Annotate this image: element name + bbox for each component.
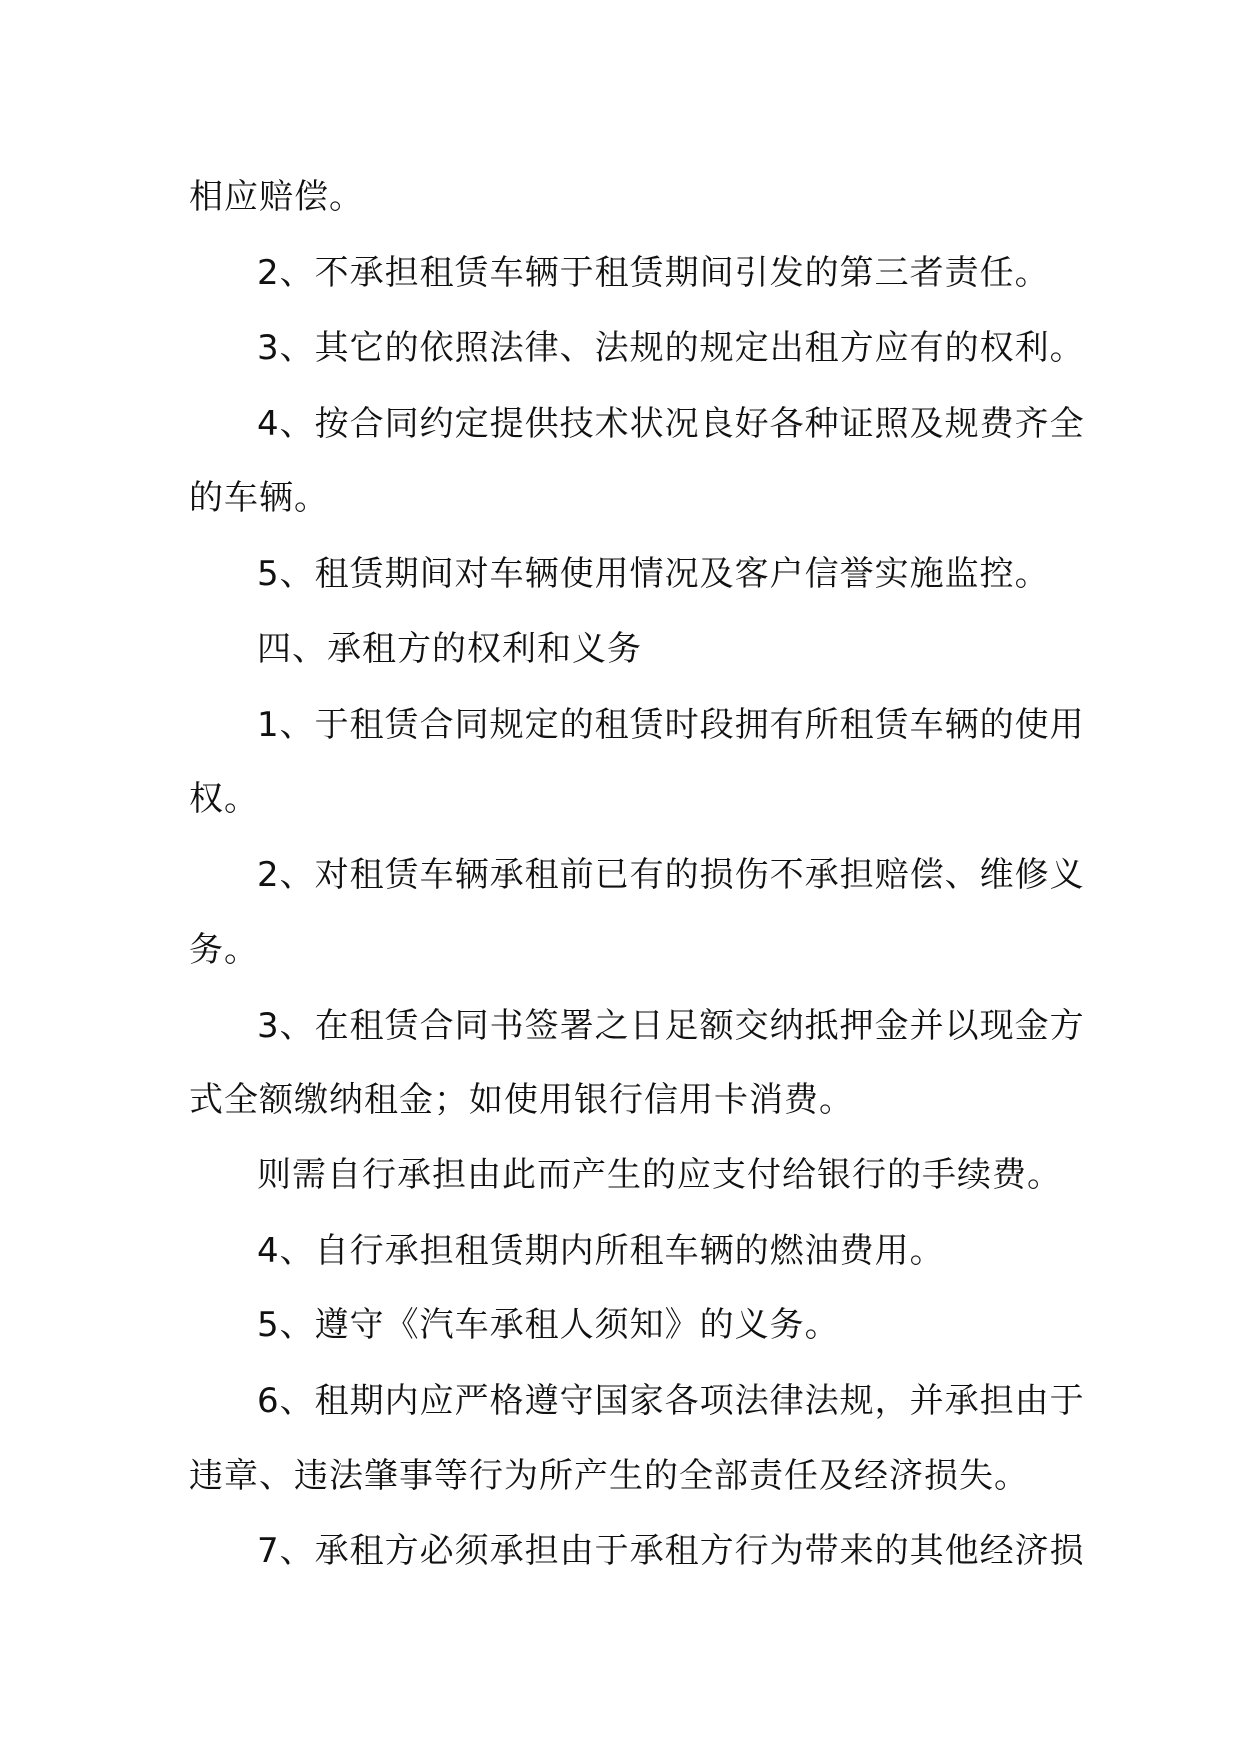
text-line: 5、遵守《汽车承租人须知》的义务。 — [257, 1305, 840, 1345]
text-line: 4、自行承担租赁期内所租车辆的燃油费用。 — [257, 1231, 945, 1271]
text-line: 务。 — [189, 930, 259, 970]
text-line: 的车辆。 — [189, 478, 329, 518]
text-line: 2、不承担租赁车辆于租赁期间引发的第三者责任。 — [257, 253, 1050, 293]
text-line: 则需自行承担由此而产生的应支付给银行的手续费。 — [257, 1155, 1062, 1195]
text-line: 7、承租方必须承担由于承租方行为带来的其他经济损 — [257, 1531, 1085, 1571]
text-line: 相应赔偿。 — [189, 177, 364, 217]
text-line: 2、对租赁车辆承租前已有的损伤不承担赔偿、维修义 — [257, 855, 1085, 895]
text-line: 5、租赁期间对车辆使用情况及客户信誉实施监控。 — [257, 554, 1050, 594]
text-line: 3、其它的依照法律、法规的规定出租方应有的权利。 — [257, 328, 1085, 368]
text-line: 权。 — [189, 779, 259, 819]
text-line: 1、于租赁合同规定的租赁时段拥有所租赁车辆的使用 — [257, 705, 1085, 745]
section-heading: 四、承租方的权利和义务 — [257, 629, 642, 669]
text-line: 违章、违法肇事等行为所产生的全部责任及经济损失。 — [189, 1456, 1029, 1496]
text-line: 6、租期内应严格遵守国家各项法律法规，并承担由于 — [257, 1381, 1085, 1421]
text-line: 式全额缴纳租金；如使用银行信用卡消费。 — [189, 1080, 854, 1120]
text-line: 3、在租赁合同书签署之日足额交纳抵押金并以现金方 — [257, 1006, 1085, 1046]
text-line: 4、按合同约定提供技术状况良好各种证照及规费齐全 — [257, 404, 1085, 444]
